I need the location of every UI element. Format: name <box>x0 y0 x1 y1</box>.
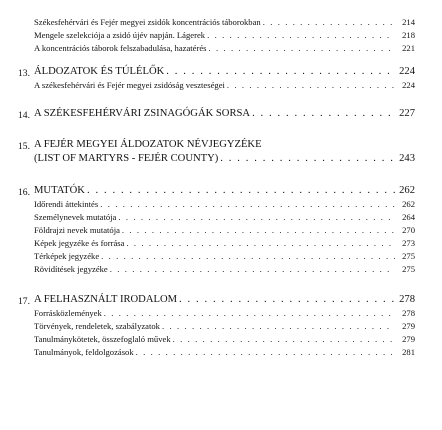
section-number: 17. <box>18 296 30 307</box>
toc-entry <box>34 264 415 274</box>
toc-section-heading <box>34 108 415 119</box>
toc-entry-page: 264 <box>402 212 415 222</box>
leader-dots <box>220 153 395 164</box>
toc-entry-title: Mengele szelekciója a zsidó újév napján. Lágerek <box>34 30 206 40</box>
leader-dots <box>162 321 395 331</box>
toc-entry-title: Tanulmánykötetek, összefoglaló művek <box>34 334 171 344</box>
toc-section-page: 243 <box>399 153 415 164</box>
toc-entry-title: Földrajzi nevek mutatója <box>34 225 120 235</box>
toc-entry-title: Rövidítések jegyzéke <box>34 264 108 274</box>
toc-entry <box>34 199 415 209</box>
toc-entry-title: Személynevek mutatója <box>34 212 117 222</box>
toc-section-title: A FEJÉR MEGYEI ÁLDOZATOK NÉVJEGYZÉKE <box>34 139 262 150</box>
toc-entry-title: Időrendi áttekintés <box>34 199 99 209</box>
toc-section-heading <box>34 153 415 164</box>
leader-dots <box>100 199 395 209</box>
leader-dots <box>136 347 395 357</box>
leader-dots <box>101 251 395 261</box>
toc-entry <box>34 334 415 344</box>
toc-section-page: 227 <box>399 108 415 119</box>
section-number: 16. <box>18 187 30 198</box>
toc-entry-title: Tanulmányok, feldolgozások <box>34 347 134 357</box>
toc-entry-page: 221 <box>402 43 415 53</box>
toc-entry <box>34 30 415 40</box>
leader-dots <box>209 43 395 53</box>
toc-entry <box>34 238 415 248</box>
toc-section-page: 224 <box>399 66 415 77</box>
leader-dots <box>118 212 395 222</box>
toc-entry <box>34 251 415 261</box>
toc-entry <box>34 212 415 222</box>
toc-entry-page: 214 <box>402 17 415 27</box>
toc-entry-title: Térképek jegyzéke <box>34 251 100 261</box>
toc-entry-page: 279 <box>402 321 415 331</box>
leader-dots <box>104 308 395 318</box>
toc-section-page: 278 <box>399 294 415 305</box>
toc-entry-page: 278 <box>402 308 415 318</box>
toc-entry-title: Forrásközlemények <box>34 308 102 318</box>
leader-dots <box>122 225 395 235</box>
toc-entry-title: A székesfehérvári és Fejér megyei zsidóság veszteségei <box>34 80 225 90</box>
leader-dots <box>87 185 395 196</box>
toc-entry-page: 262 <box>402 199 415 209</box>
leader-dots <box>207 30 395 40</box>
toc-entry-page: 273 <box>402 238 415 248</box>
toc-section-title: MUTATÓK <box>34 185 85 196</box>
toc-entry <box>34 321 415 331</box>
leader-dots <box>110 264 395 274</box>
toc-section-heading <box>34 185 415 196</box>
toc-section-title: ÁLDOZATOK ÉS TÚLÉLŐK <box>34 66 165 77</box>
leader-dots <box>173 334 395 344</box>
toc-entry <box>34 308 415 318</box>
toc-section-page: 262 <box>399 185 415 196</box>
toc-section-title: A SZÉKESFEHÉRVÁRI ZSINAGÓGÁK SORSA <box>34 108 251 119</box>
toc-entry-page: 270 <box>402 225 415 235</box>
toc-entry <box>34 80 415 90</box>
toc-entry-title: Székesfehérvári és Fejér megyei zsidók koncentrációs táborokban <box>34 17 261 27</box>
section-number: 14. <box>18 110 30 121</box>
toc-section-heading <box>34 66 415 77</box>
section-number: 13. <box>18 68 30 79</box>
toc-entry-page: 224 <box>402 80 415 90</box>
toc-entry <box>34 43 415 53</box>
toc-entry-page: 275 <box>402 264 415 274</box>
toc-entry-page: 281 <box>402 347 415 357</box>
leader-dots <box>126 238 395 248</box>
toc-entry-page: 279 <box>402 334 415 344</box>
toc-entry-page: 275 <box>402 251 415 261</box>
leader-dots <box>227 80 395 90</box>
toc-section-title: A FELHASZNÁLT IRODALOM <box>34 294 178 305</box>
toc-entry-title: A koncentrációs táborok felszabadulása, hazatérés <box>34 43 207 53</box>
leader-dots <box>179 294 395 305</box>
toc-entry-title: Törvények, rendeletek, szabályzatok <box>34 321 160 331</box>
toc-entry-title: Képek jegyzéke és forrása <box>34 238 125 248</box>
toc-entry <box>34 347 415 357</box>
leader-dots <box>252 108 395 119</box>
toc-entry <box>34 225 415 235</box>
leader-dots <box>166 66 395 77</box>
section-number: 15. <box>18 141 30 152</box>
toc-entry-page: 218 <box>402 30 415 40</box>
toc-entry <box>34 17 415 27</box>
leader-dots <box>263 17 395 27</box>
toc-section-title-line2: (LIST OF MARTYRS - FEJÉR COUNTY) <box>34 153 219 164</box>
toc-section-heading <box>34 294 415 305</box>
